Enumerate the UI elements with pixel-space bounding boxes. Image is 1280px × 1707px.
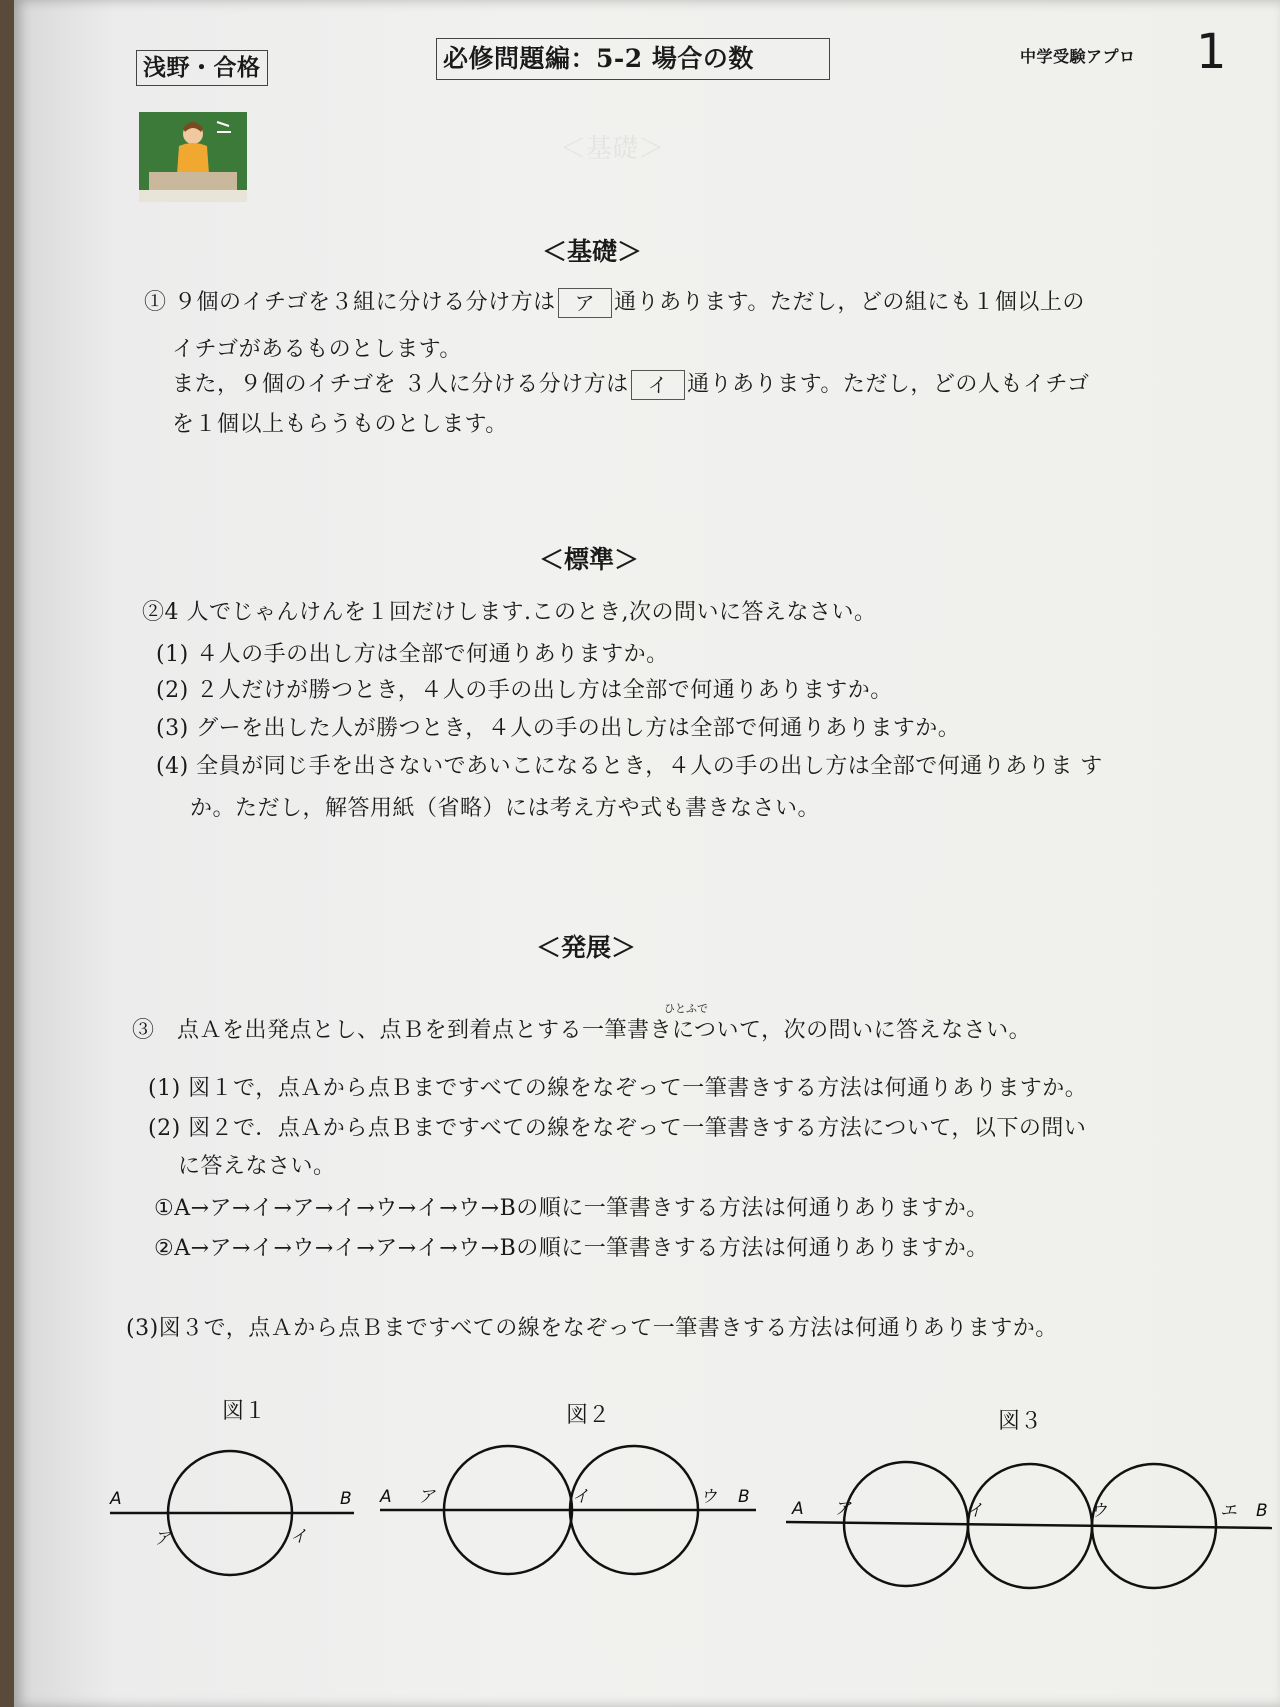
figure-2-diagram <box>380 1446 756 1574</box>
q1-line3-post: 通りあります。ただし，どの人もイチゴ <box>687 372 1090 397</box>
q3-part1: (1) 図１で，点Ａから点Ｂまですべての線をなぞって一筆書きする方法は何通りありますか。 <box>148 1076 1088 1101</box>
figure-3-label: 図３ <box>998 1409 1043 1434</box>
q1-line1-post: 通りあります。ただし，どの組にも１個以上の <box>614 290 1085 315</box>
fig3-label-B: B <box>1256 1501 1268 1521</box>
q1-line1 <box>144 288 1085 318</box>
fig1-label-B: B <box>340 1489 352 1509</box>
q3-intro: ③ 点Ａを出発点とし、点Ｂを到着点とする一筆書きについて，次の問いに答えなさい。 <box>132 1018 1032 1043</box>
fig2-label-B: B <box>738 1487 750 1507</box>
fig2-label-u: ウ <box>700 1487 717 1507</box>
fig1-label-a: ア <box>154 1529 171 1549</box>
fig1-label-A: A <box>110 1489 122 1509</box>
fig3-label-i: イ <box>966 1501 983 1521</box>
q3-part2-line1: (2) 図２で．点Ａから点Ｂまですべての線をなぞって一筆書きする方法について，以下の問い <box>148 1116 1087 1141</box>
figure-2-label: 図２ <box>566 1403 611 1428</box>
answer-box-i: イ <box>631 370 686 400</box>
figure-1-label: 図１ <box>222 1399 267 1424</box>
page-number: 1 <box>1196 24 1227 80</box>
fig3-label-a: ア <box>834 1499 851 1519</box>
section-heading-advanced: ＜発展＞ <box>536 933 637 962</box>
q3-part2-sub2: ②A→ア→イ→ウ→イ→ア→イ→ウ→Bの順に一筆書きする方法は何通りありますか。 <box>154 1236 989 1261</box>
section-heading-basic: ＜基礎＞ <box>542 237 643 266</box>
q3-part2-line2: に答えなさい。 <box>178 1154 336 1179</box>
q2-part3: (3) グーを出した人が勝つとき，４人の手の出し方は全部で何通りありますか。 <box>156 716 961 741</box>
q2-part1: (1) ４人の手の出し方は全部で何通りありますか。 <box>156 642 669 667</box>
brand-label: 中学受験アプロ <box>1020 47 1136 66</box>
worksheet-page <box>14 0 1280 1707</box>
q2-part2: (2) ２人だけが勝つとき，４人の手の出し方は全部で何通りありますか。 <box>156 678 893 703</box>
q2-part4-line2: か。ただし，解答用紙（省略）には考え方や式も書きなさい。 <box>190 796 821 821</box>
header-left-tag: 浅野・合格 <box>136 50 268 86</box>
q2-intro: ②4 人でじゃんけんを１回だけします.このとき,次の問いに答えなさい。 <box>142 600 877 625</box>
bleed-through: ＜基礎＞ <box>560 134 665 164</box>
fig3-label-u: ウ <box>1090 1501 1107 1521</box>
figures-drawing <box>14 1430 1280 1610</box>
q1-line3 <box>172 370 1090 400</box>
fig3-label-e: エ <box>1220 1501 1237 1521</box>
q1-line3-pre: また，９個のイチゴを ３人に分ける分け方は <box>172 372 629 397</box>
q1-line1-pre: ① ９個のイチゴを３組に分ける分け方は <box>144 290 556 315</box>
teacher-illustration <box>139 112 247 202</box>
page-title: 必修問題編：5-2 場合の数 <box>436 38 830 80</box>
figure-3-diagram <box>786 1462 1272 1588</box>
section-heading-standard: ＜標準＞ <box>539 545 640 574</box>
q3-part3: (3)図３で，点Ａから点Ｂまですべての線をなぞって一筆書きする方法は何通りありますか。 <box>126 1316 1058 1341</box>
q3-part2-sub1: ①A→ア→イ→ア→イ→ウ→イ→ウ→Bの順に一筆書きする方法は何通りありますか。 <box>154 1196 989 1221</box>
q1-line2: イチゴがあるものとします。 <box>172 337 462 362</box>
figure-3-line <box>786 1522 1272 1528</box>
q1-line4: を１個以上もらうものとします。 <box>172 412 508 437</box>
figure-1-diagram <box>110 1451 354 1575</box>
answer-box-a: ア <box>558 288 613 318</box>
fig2-label-A: A <box>380 1487 392 1507</box>
fig1-label-i: イ <box>290 1527 307 1547</box>
fig3-label-A: A <box>792 1499 804 1519</box>
fig2-label-a: ア <box>418 1487 435 1507</box>
ruby-hitofude: ひとふで <box>664 1002 708 1015</box>
fig2-label-i: イ <box>572 1487 589 1507</box>
q2-part4-line1: (4) 全員が同じ手を出さないであいこになるとき，４人の手の出し方は全部で何通りありま す <box>156 754 1103 779</box>
